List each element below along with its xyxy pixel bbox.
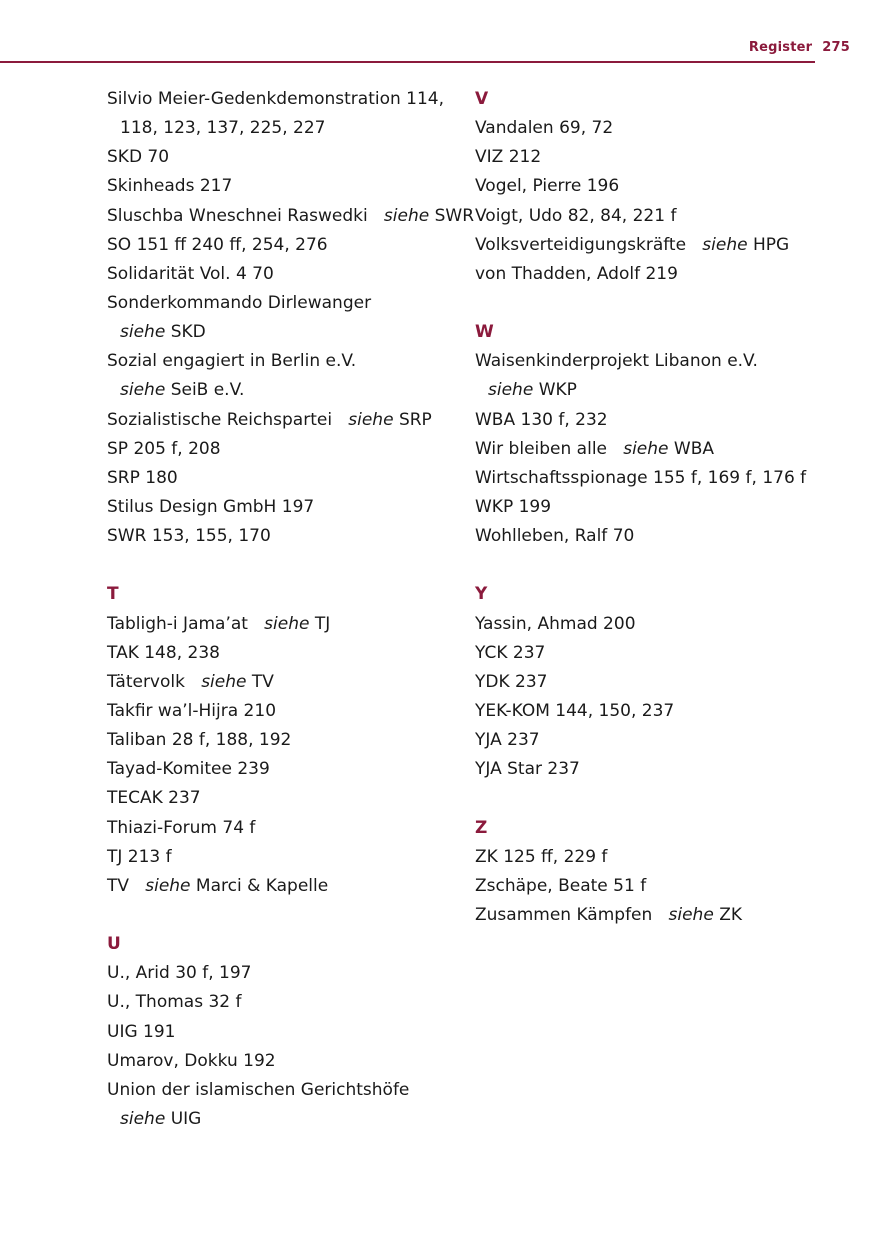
entry-text: Zschäpe, Beate 51 f [475,875,647,896]
entry-text: Sonderkommando Dirlewanger [107,292,372,313]
blank-line [475,551,835,580]
index-entry [475,697,835,726]
index-entry-continuation [107,1105,467,1134]
see-reference-target: SeiB e.V. [170,380,245,401]
index-entry [107,872,467,901]
index-letter-heading: U [107,934,121,955]
see-reference-label: siehe [702,234,748,255]
index-letter-heading: T [107,584,119,605]
entry-text: Umarov, Dokku 192 [107,1050,276,1071]
entry-text: Tätervolk [107,671,185,692]
index-entry [107,639,467,668]
index-entry [475,347,835,376]
entry-text: Volksverteidigungskräfte [475,234,687,255]
index-entry [107,464,467,493]
entry-text: YEK-KOM 144, 150, 237 [475,700,675,721]
entry-text: YCK 237 [475,642,546,663]
entry-text: UIG 191 [107,1021,176,1042]
entry-text: YJA Star 237 [475,759,580,780]
see-reference-label: siehe [623,438,669,459]
index-entry-continuation [107,114,467,143]
index-column-left [107,85,475,1134]
entry-text: SP 205 f, 208 [107,438,221,459]
entry-text: WKP 199 [475,496,552,517]
index-entry [107,172,467,201]
entry-text: YDK 237 [475,671,548,692]
index-entry [107,784,467,813]
blank-line [475,289,835,318]
index-entry-continuation [475,376,835,405]
index-entry [107,231,467,260]
index-entry [475,872,835,901]
entry-text: Yassin, Ahmad 200 [475,613,636,634]
see-reference-label: siehe [145,875,191,896]
see-reference-target: ZK [719,904,742,925]
index-entry-continuation [107,376,467,405]
see-reference-target: TV [251,671,274,692]
entry-text: SKD 70 [107,147,170,168]
entry-text: Union der islamischen Gerichtshöfe [107,1079,410,1100]
index-entry [107,435,467,464]
entry-text: TAK 148, 238 [107,642,220,663]
see-reference-target: SRP [398,409,432,430]
entry-text: Silvio Meier-Gedenkdemonstration 114, [107,89,445,109]
index-entry [475,406,835,435]
see-reference-label: siehe [668,904,714,925]
entry-text: Stilus Design GmbH 197 [107,496,315,517]
index-entry [107,522,467,551]
index-entry [475,435,835,464]
see-reference-label: siehe [120,322,166,343]
entry-text: SRP 180 [107,467,178,488]
entry-text: Zusammen Kämpfen [475,904,653,925]
entry-text: Vogel, Pierre 196 [475,176,620,197]
see-reference-label: siehe [201,671,247,692]
see-reference-target: WBA [673,438,715,459]
entry-text: TJ 213 f [107,846,172,867]
index-entry [475,172,835,201]
see-reference-target: SWR [434,205,475,226]
see-reference-target: SKD [170,322,206,343]
index-column-right [475,85,835,930]
index-entry [475,726,835,755]
index-entry [107,755,467,784]
blank-line [107,901,467,930]
index-entry [475,493,835,522]
entry-text: von Thadden, Adolf 219 [475,263,678,284]
index-entry [107,1076,467,1105]
entry-text: Vandalen 69, 72 [475,118,614,139]
page-number: 275 [822,40,850,55]
entry-text: 118, 123, 137, 225, 227 [120,118,326,139]
entry-text: YJA 237 [475,730,540,751]
index-letter-heading: V [475,89,489,109]
see-reference-label: siehe [383,205,430,226]
index-entry [107,202,475,231]
index-entry [475,202,835,231]
running-header [749,40,850,55]
index-entry [107,260,467,289]
index-entry [107,959,467,988]
index-entry [475,668,835,697]
index-entry [107,347,467,376]
entry-text: Solidarität Vol. 4 70 [107,263,274,284]
entry-text: U., Arid 30 f, 197 [107,963,252,984]
entry-text: Takfir wa’l-Hijra 210 [107,700,277,721]
index-entry [107,143,467,172]
see-reference-target: TJ [314,613,331,634]
index-entry [107,697,467,726]
index-entry [475,143,835,172]
entry-text: Sluschba Wneschnei Raswedki [107,205,368,226]
see-reference-label: siehe [488,380,534,401]
see-reference-target: UIG [170,1108,202,1129]
index-entry-continuation [107,318,467,347]
see-reference-label: siehe [264,613,310,634]
see-reference-target: Marci & Kapelle [195,875,329,896]
see-reference-label: siehe [120,1108,166,1129]
index-entry [475,114,835,143]
index-letter-heading: Z [475,817,488,838]
entry-text: SO 151 ff 240 ff, 254, 276 [107,234,328,255]
blank-line [475,784,835,813]
see-reference-target: HPG [752,234,790,255]
header-rule [0,61,815,63]
section-title: Register [748,40,813,55]
index-letter-heading: W [475,322,494,343]
entry-text: WBA 130 f, 232 [475,409,608,430]
entry-text: Sozialistische Reichspartei [107,409,333,430]
see-reference-label: siehe [348,409,394,430]
entry-text: VIZ 212 [475,147,542,168]
index-entry [475,522,835,551]
see-reference-target: WKP [538,380,577,401]
entry-text: TV [107,875,130,896]
index-entry [107,406,467,435]
index-entry [475,610,835,639]
entry-text: Tabligh-i Jama’at [107,613,248,634]
entry-text: Wohlleben, Ralf 70 [475,526,635,547]
entry-text: SWR 153, 155, 170 [107,526,271,547]
entry-text: Taliban 28 f, 188, 192 [107,730,292,751]
index-entry [107,988,467,1017]
index-entry [107,1018,467,1047]
index-entry [107,668,467,697]
index-entry [107,814,467,843]
index-entry [107,493,467,522]
entry-text: ZK 125 ff, 229 f [475,846,608,867]
index-entry [107,610,467,639]
see-reference-label: siehe [120,380,166,401]
entry-text: Skinheads 217 [107,176,233,197]
index-entry [107,289,467,318]
entry-text: Wirtschaftsspionage 155 f, 169 f, 176 f [475,467,807,488]
index-entry [475,464,835,493]
entry-text: Voigt, Udo 82, 84, 221 f [475,205,677,226]
index-entry [475,639,835,668]
entry-text: Thiazi-Forum 74 f [107,817,256,838]
index-letter-heading: Y [475,584,488,605]
entry-text: Wir bleiben alle [475,438,607,459]
entry-text: U., Thomas 32 f [107,992,242,1013]
entry-text: Waisenkinderprojekt Libanon e.V. [475,351,758,372]
index-entry [475,260,835,289]
index-entry [475,231,835,260]
entry-text: TECAK 237 [107,788,201,809]
index-entry [475,843,835,872]
entry-text: Tayad-Komitee 239 [107,759,270,780]
index-entry [107,85,467,114]
index-entry [107,1047,467,1076]
index-entry [107,843,467,872]
index-entry [107,726,467,755]
entry-text: Sozial engagiert in Berlin e.V. [107,351,357,372]
blank-line [107,551,467,580]
index-entry [475,901,835,930]
index-entry [475,755,835,784]
